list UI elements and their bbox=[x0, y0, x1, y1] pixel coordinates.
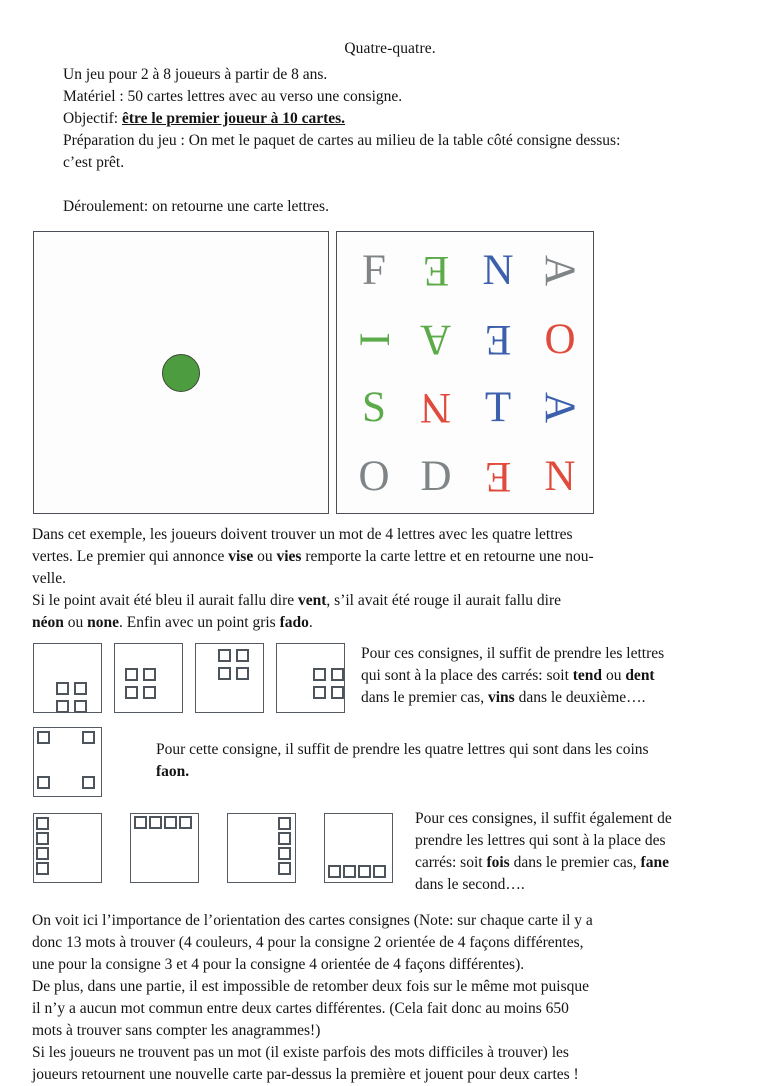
mini-square bbox=[313, 668, 326, 681]
letter-glyph: E bbox=[484, 315, 512, 363]
mini-square bbox=[373, 865, 386, 878]
mini-square bbox=[236, 649, 249, 662]
intro-prep-line2: c’est prêt. bbox=[63, 154, 125, 171]
mini-square bbox=[164, 816, 177, 829]
letter-glyph: I bbox=[350, 331, 398, 347]
mini-square bbox=[278, 832, 291, 845]
mini-square bbox=[143, 668, 156, 681]
mini-square bbox=[36, 862, 49, 875]
explain-line-5 bbox=[32, 612, 730, 634]
mini-square bbox=[331, 686, 344, 699]
consigne4-line-3 bbox=[415, 852, 672, 874]
letter-glyph: E bbox=[422, 246, 450, 294]
consigne3-corners-card bbox=[33, 727, 102, 797]
explain-l4c: , s’il avait été rouge il aurait fallu dire bbox=[326, 592, 561, 609]
word-fane: fane bbox=[640, 854, 669, 871]
explain-line-2 bbox=[32, 546, 730, 568]
letter-cell bbox=[529, 236, 591, 305]
consigne2-card-2 bbox=[114, 643, 183, 713]
mini-square bbox=[278, 862, 291, 875]
mini-square bbox=[82, 731, 95, 744]
mini-square bbox=[36, 832, 49, 845]
consigne4-card-2 bbox=[130, 813, 199, 883]
mini-square bbox=[37, 731, 50, 744]
word-vent: vent bbox=[298, 592, 327, 609]
outro-line-2: donc 13 mots à trouver (4 couleurs, 4 pour la consigne 2 orientée de 4 façons différentes, bbox=[32, 934, 584, 951]
consigne4-line-1: Pour ces consignes, il suffit également de bbox=[415, 810, 672, 827]
consigne4-card-1 bbox=[33, 813, 102, 883]
consigne2-t3a: dans le premier cas, bbox=[361, 689, 488, 706]
letters-card-grid bbox=[336, 231, 594, 514]
intro-players: Un jeu pour 2 à 8 joueurs à partir de 8 ans. bbox=[63, 66, 328, 83]
explain-l5d: . Enfin avec un point gris bbox=[119, 614, 280, 631]
consigne4-line-2: prendre les lettres qui sont à la place des bbox=[415, 832, 666, 849]
explain-line-4 bbox=[32, 590, 730, 612]
intro-objective bbox=[63, 108, 726, 130]
explain-l5b: ou bbox=[63, 614, 88, 631]
mini-square bbox=[236, 667, 249, 680]
letter-cell bbox=[405, 236, 467, 305]
letter-glyph: A bbox=[420, 315, 452, 363]
letter-cell bbox=[529, 442, 591, 511]
mini-square bbox=[218, 667, 231, 680]
explain-line-3: velle. bbox=[32, 570, 66, 587]
consigne2-card-1 bbox=[33, 643, 102, 713]
word-tend: tend bbox=[572, 667, 603, 684]
consigne2-card-4 bbox=[276, 643, 345, 713]
mini-square bbox=[328, 865, 341, 878]
mini-square bbox=[125, 668, 138, 681]
consigne2-t2a: qui sont à la place des carrés: soit bbox=[361, 667, 573, 684]
example-cards-row bbox=[0, 231, 760, 514]
mini-square bbox=[278, 817, 291, 830]
mini-square bbox=[313, 686, 326, 699]
outro-paragraph bbox=[0, 910, 760, 1086]
outro-line-7: Si les joueurs ne trouvent pas un mot (il existe parfois des mots difficiles à trouver) les bbox=[32, 1044, 569, 1061]
word-faon: faon. bbox=[156, 763, 190, 780]
mini-square bbox=[149, 816, 162, 829]
explain-l5f: . bbox=[308, 614, 313, 631]
letter-cell bbox=[529, 305, 591, 374]
objective-label: Objectif: bbox=[63, 110, 122, 127]
intro-deroulement: Déroulement: on retourne une carte lettres. bbox=[63, 198, 329, 215]
consigne2-t2c: ou bbox=[602, 667, 626, 684]
mini-square bbox=[134, 816, 147, 829]
consigne2-line-3 bbox=[361, 687, 664, 709]
mini-square bbox=[82, 776, 95, 789]
mini-square bbox=[278, 847, 291, 860]
letter-cell bbox=[343, 374, 405, 443]
letter-cell bbox=[529, 374, 591, 443]
explain-l4a: Si le point avait été bleu il aurait fallu dire bbox=[32, 592, 298, 609]
mini-square bbox=[125, 686, 138, 699]
page-title: Quatre-quatre. bbox=[344, 40, 436, 57]
objective-value: être le premier joueur à 10 cartes. bbox=[121, 110, 346, 127]
mini-square bbox=[331, 668, 344, 681]
letter-glyph: N bbox=[482, 246, 514, 294]
letter-glyph: D bbox=[420, 453, 452, 501]
letter-glyph: F bbox=[362, 246, 386, 294]
mini-square bbox=[36, 817, 49, 830]
letter-glyph: S bbox=[362, 384, 386, 432]
mini-square bbox=[37, 776, 50, 789]
word-vins: vins bbox=[487, 689, 515, 706]
explain-l2a: vertes. Le premier qui annonce bbox=[32, 548, 229, 565]
consigne4-card-3 bbox=[227, 813, 296, 883]
consigne4-card-4 bbox=[324, 813, 393, 883]
mini-square bbox=[36, 847, 49, 860]
mini-square bbox=[56, 700, 69, 713]
consigne4-line-4: dans le second…. bbox=[415, 876, 525, 893]
letter-cell bbox=[343, 236, 405, 305]
word-neon: néon bbox=[32, 614, 64, 631]
letter-glyph: O bbox=[358, 453, 390, 501]
letter-cell bbox=[467, 442, 529, 511]
outro-line-5: il n’y a aucun mot commun entre deux cartes différentes. (Cela fait donc au moins 650 bbox=[32, 1000, 569, 1017]
green-dot bbox=[162, 354, 200, 392]
consigne4-t3a: carrés: soit bbox=[415, 854, 487, 871]
explain-line-1: Dans cet exemple, les joueurs doivent trouver un mot de 4 lettres avec les quatre lettres bbox=[32, 526, 573, 543]
consigne4-text bbox=[411, 808, 672, 896]
letter-cell bbox=[467, 236, 529, 305]
mini-square bbox=[56, 682, 69, 695]
outro-line-1: On voit ici l’importance de l’orientation des cartes consignes (Note: sur chaque carte il y a bbox=[32, 912, 593, 929]
consigne3-line-1: Pour cette consigne, il suffit de prendre les quatre lettres qui sont dans les coins bbox=[156, 741, 649, 758]
outro-line-3: une pour la consigne 3 et 4 pour la consigne 4 orientée de 4 façons différentes). bbox=[32, 956, 525, 973]
letter-cell bbox=[405, 442, 467, 511]
mini-square bbox=[179, 816, 192, 829]
letter-glyph: T bbox=[484, 384, 512, 432]
consigne2-t3c: dans le deuxième…. bbox=[514, 689, 646, 706]
letter-glyph: O bbox=[544, 315, 576, 363]
explain-l2c: ou bbox=[253, 548, 277, 565]
letter-cell bbox=[343, 305, 405, 374]
intro-spacer bbox=[63, 174, 726, 196]
letter-cell bbox=[405, 305, 467, 374]
mini-square bbox=[218, 649, 231, 662]
word-fado: fado bbox=[279, 614, 309, 631]
consigne2-text bbox=[357, 643, 664, 709]
consigne2-line-1: Pour ces consignes, il suffit de prendre les lettres bbox=[361, 645, 665, 662]
letter-glyph: A bbox=[536, 254, 584, 286]
outro-line-6: mots à trouver sans compter les anagrammes!) bbox=[32, 1022, 321, 1039]
explanation-paragraph bbox=[0, 524, 760, 634]
letter-cell bbox=[405, 374, 467, 443]
mini-square bbox=[358, 865, 371, 878]
outro-line-8: joueurs retournent une nouvelle carte par-dessus la première et jouent pour deux cartes ! bbox=[32, 1066, 579, 1083]
consigne4-row bbox=[0, 810, 760, 896]
letter-cell bbox=[343, 442, 405, 511]
explain-l2e: remporte la carte lettre et en retourne une nou- bbox=[301, 548, 594, 565]
outro-line-4: De plus, dans une partie, il est impossible de retomber deux fois sur le même mot puisque bbox=[32, 978, 590, 995]
mini-square bbox=[143, 686, 156, 699]
consigne3-row bbox=[0, 727, 760, 797]
letter-glyph: E bbox=[484, 453, 512, 501]
mini-square bbox=[74, 700, 87, 713]
letter-glyph: A bbox=[536, 392, 584, 424]
consigne2-line-2 bbox=[361, 665, 664, 687]
consigne3-text bbox=[152, 727, 649, 783]
mini-square bbox=[74, 682, 87, 695]
word-vise: vise bbox=[228, 548, 254, 565]
intro-block bbox=[0, 64, 760, 218]
mini-square bbox=[343, 865, 356, 878]
word-dent: dent bbox=[625, 667, 655, 684]
consigne2-row bbox=[0, 643, 760, 713]
word-none: none bbox=[87, 614, 119, 631]
intro-material: Matériel : 50 cartes lettres avec au verso une consigne. bbox=[63, 88, 403, 105]
letter-glyph: N bbox=[544, 453, 576, 501]
letter-cell bbox=[467, 305, 529, 374]
consigne2-card-3 bbox=[195, 643, 264, 713]
intro-prep-line1: Préparation du jeu : On met le paquet de cartes au milieu de la table côté consigne dessus: bbox=[63, 132, 621, 149]
letter-cell bbox=[467, 374, 529, 443]
letter-glyph: N bbox=[420, 384, 452, 432]
consigne4-t3c: dans le premier cas, bbox=[509, 854, 641, 871]
word-vies: vies bbox=[276, 548, 302, 565]
word-fois: fois bbox=[486, 854, 510, 871]
consigne-dot-card bbox=[33, 231, 329, 514]
